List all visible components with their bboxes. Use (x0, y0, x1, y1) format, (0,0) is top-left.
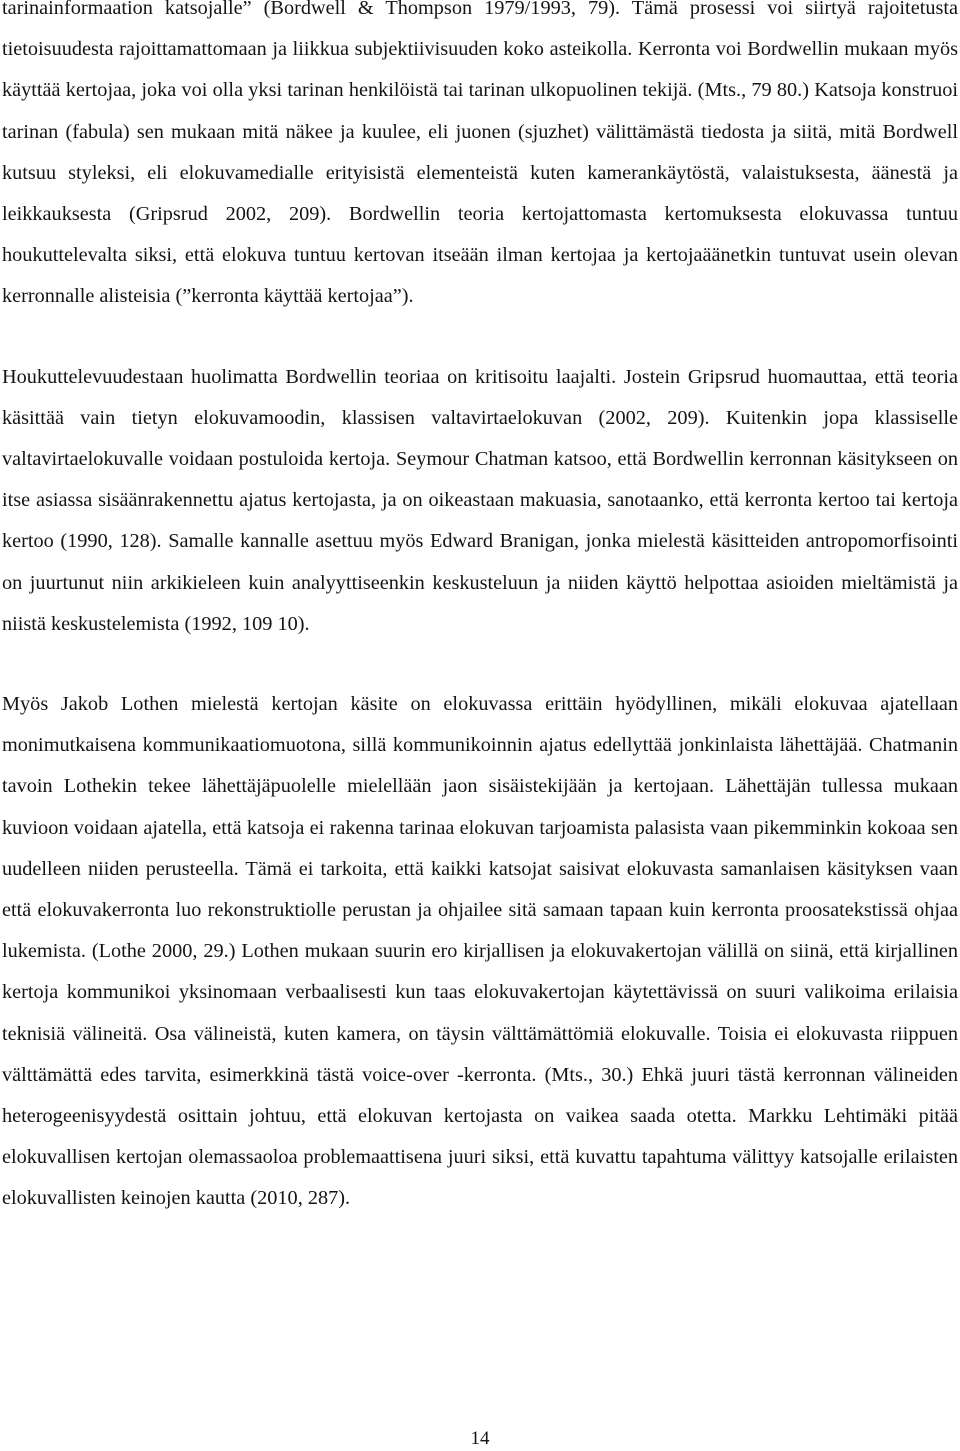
document-page (2, 0, 958, 1220)
body-paragraph-3: Myös Jakob Lothen mielestä kertojan käsite on elokuvassa erittäin hyödyllinen, mikäli elokuvaa ajatellaan monimutkaisena kommunikaatiomuotona, sillä kommunikoinnin ajatus edellyttää jonkinlaista lähettäjää. Chatmanin tavoin Lothekin tekee lähettäjäpuolelle mielellään jaon sisäistekijään ja kertojaan. Lähettäjän tullessa mukaan kuvioon voidaan ajatella, että katsoja ei rakenna tarinaa elokuvan tarjoamista palasista vaan pikemminkin kokoaa sen uudelleen niiden perusteella. Tämä ei tarkoita, että kaikki katsojat saisivat elokuvasta samanlaisen käsityksen vaan että elokuvakerronta luo rekonstruktiolle perustan ja ohjailee sitä samaan tapaan kuin kerronta proosatekstissä ohjaa lukemista. (Lothe 2000, 29.) Lothen mukaan suurin ero kirjallisen ja elokuvakertojan välillä on siinä, että kirjallinen kertoja kommunikoi yksinomaan verbaalisesti kun taas elokuvakertojan käytettävissä on suuri valikoima erilaisia teknisiä välineitä. Osa välineistä, kuten kamera, on täysin välttämättömiä elokuvalle. Toisia ei elokuvasta riippuen välttämättä edes tarvita, esimerkkinä tästä voice-over -kerronta. (Mts., 30.) Ehkä juuri tästä kerronnan välineiden heterogeenisyydestä osittain johtuu, että elokuvan kertojasta on vaikea saada otetta. Markku Lehtimäki pitää elokuvallisen kertojan olemassaoloa problemaattisena juuri siksi, että kuvattu tapahtuma välittyy katsojalle erilaisten elokuvallisten keinojen kautta (2010, 287). (2, 693, 958, 1210)
body-paragraph-2: Houkuttelevuudestaan huolimatta Bordwellin teoriaa on kritisoitu laajalti. Jostein Gripsrud huomauttaa, että teoria käsittää vain tietyn elokuvamoodin, klassisen valtavirtaelokuvan (2002, 209). Kuitenkin jopa klassiselle valtavirtaelokuvalle voidaan postuloida kertoja. Seymour Chatman katsoo, että Bordwellin kerronnan käsitykseen on itse asiassa sisäänrakennettu ajatus kertojasta, ja on oikeastaan makuasia, sanotaanko, että kerronta kertoo tai kertoja kertoo (1990, 128). Samalle kannalle asettuu myös Edward Branigan, jonka mielestä käsitteiden antropomorfisointi on juurtunut niin arkikieleen kuin analyyttiseenkin keskusteluun ja niiden käyttö helpottaa asioiden mieltämistä ja niistä keskustelemista (1992, 109 10). (2, 365, 958, 635)
page-number: 14 (470, 1428, 490, 1449)
body-paragraph-1: tarinainformaation katsojalle” (Bordwell & Thompson 1979/1993, 79). Tämä prosessi voi siirtyä rajoitetusta tietoisuudesta rajoittamattomaan ja liikkua subjektiivisuuden koko asteikolla. Kerronta voi Bordwellin mukaan myös käyttää kertojaa, joka voi olla yksi tarinan henkilöistä tai tarinan ulkopuolinen tekijä. (Mts., 79 80.) Katsoja konstruoi tarinan (fabula) sen mukaan mitä näkee ja kuulee, eli juonen (sjuzhet) välittämästä tiedosta ja siitä, mitä Bordwell kutsuu styleksi, eli elokuvamedialle erityisistä elementeistä kuten kamerankäytöstä, valaistuksesta, äänestä ja leikkauksesta (Gripsrud 2002, 209). Bordwellin teoria kertojattomasta kertomuksesta elokuvassa tuntuu houkuttelevalta siksi, että elokuva tuntuu kertovan itseään ilman kertojaa ja kertojaäänetkin tuntuvat usein olevan kerronnalle alisteisia (”kerronta käyttää kertojaa”). (2, 0, 958, 308)
